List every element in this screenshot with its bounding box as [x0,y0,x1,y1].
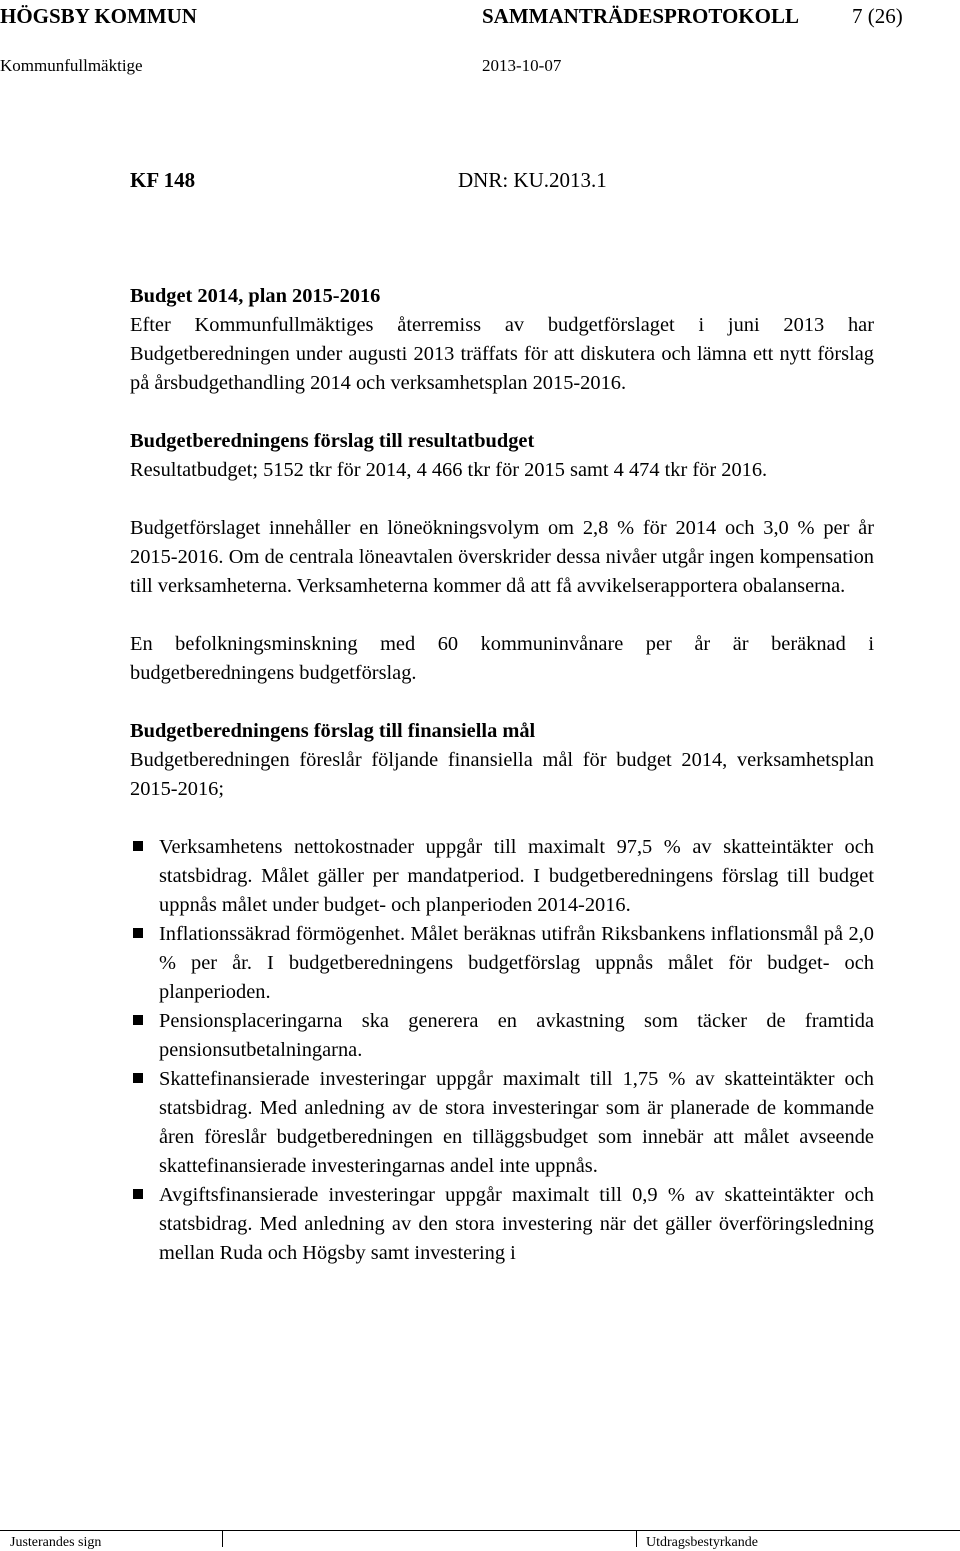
page-number: 7 (26) [852,4,903,28]
financial-goals-list [130,833,874,1268]
square-bullet-icon [133,1015,143,1025]
financial-goals-intro: Budgetberedningen föreslår följande finansiella mål för budget 2014, verksamhetsplan 2015-2016; [130,749,874,800]
square-bullet-icon [133,928,143,938]
list-item [130,833,874,920]
goal-text: Inflationssäkrad förmögenhet. Målet beräknas utifrån Riksbankens inflationsmål på 2,0 % per år. I budgetberedningens budgetförslag uppnås målet för budget- och planperioden. [159,923,874,1003]
square-bullet-icon [133,1189,143,1199]
certify-label: Utdragsbestyrkande [646,1535,758,1550]
organization-name: HÖGSBY KOMMUN [0,4,197,28]
result-budget-text: Resultatbudget; 5152 tkr för 2014, 4 466 tkr för 2015 samt 4 474 tkr för 2016. [130,459,768,481]
list-item [130,1065,874,1181]
meeting-date: 2013-10-07 [482,56,562,75]
list-item [130,920,874,1007]
case-id: KF 148 [130,168,196,192]
salary-paragraph: Budgetförslaget innehåller en löneökningsvolym om 2,8 % för 2014 och 3,0 % per år 2015-2016. Om de centrala löneavtalen överskrider dessa nivåer utgår ingen kompensation till verksamheterna. Verksamheterna kommer då att få avvikelserapportera obalanserna. [130,517,874,597]
protocol-title: SAMMANTRÄDESPROTOKOLL [482,4,799,28]
population-paragraph: En befolkningsminskning med 60 kommuninvånare per år är beräknad i budgetberedningens budgetförslag. [130,633,874,684]
document-body [130,282,874,1268]
financial-goals-heading: Budgetberedningens förslag till finansiella mål [130,720,536,742]
budget-heading: Budget 2014, plan 2015-2016 [130,285,381,307]
square-bullet-icon [133,1073,143,1083]
result-budget-section [130,427,874,485]
footer-divider [0,1530,960,1531]
list-item [130,1181,874,1268]
budget-section [130,282,874,398]
goal-text: Verksamhetens nettokostnader uppgår till maximalt 97,5 % av skatteintäkter och statsbidrag. Målet gäller per mandatperiod. I budgetberedningens förslag till budget uppnås målet under budget- och planperioden 2014-2016. [159,836,874,916]
result-budget-heading: Budgetberedningens förslag till resultatbudget [130,430,535,452]
footer-separator [222,1531,223,1547]
goal-text: Pensionsplaceringarna ska generera en avkastning som täcker de framtida pensionsutbetalningarna. [159,1010,874,1061]
square-bullet-icon [133,841,143,851]
goal-text: Skattefinansierade investeringar uppgår maximalt till 1,75 % av skatteintäkter och statsbidrag. Med anledning av de stora investeringar som är planerade de kommande åren föreslår budgetberedningen en tilläggsbudget som innebär att målet avseende skattefinansierade investeringarnas andel inte uppnås. [159,1068,874,1177]
financial-goals-section [130,717,874,804]
footer-separator [636,1531,637,1547]
sign-label: Justerandes sign [10,1535,102,1550]
committee-name: Kommunfullmäktige [0,56,143,75]
budget-text: Efter Kommunfullmäktiges återremiss av budgetförslaget i juni 2013 har Budgetberedningen under augusti 2013 träffats för att diskutera och lämna ett nytt förslag på årsbudgethandling 2014 och verksamhetsplan 2015-2016. [130,314,874,394]
case-dnr: DNR: KU.2013.1 [458,168,607,192]
list-item [130,1007,874,1065]
goal-text: Avgiftsfinansierade investeringar uppgår maximalt till 0,9 % av skatteintäkter och statsbidrag. Med anledning av den stora investering när det gäller överföringsledning mellan Ruda och Högsby samt investering i [159,1184,874,1264]
